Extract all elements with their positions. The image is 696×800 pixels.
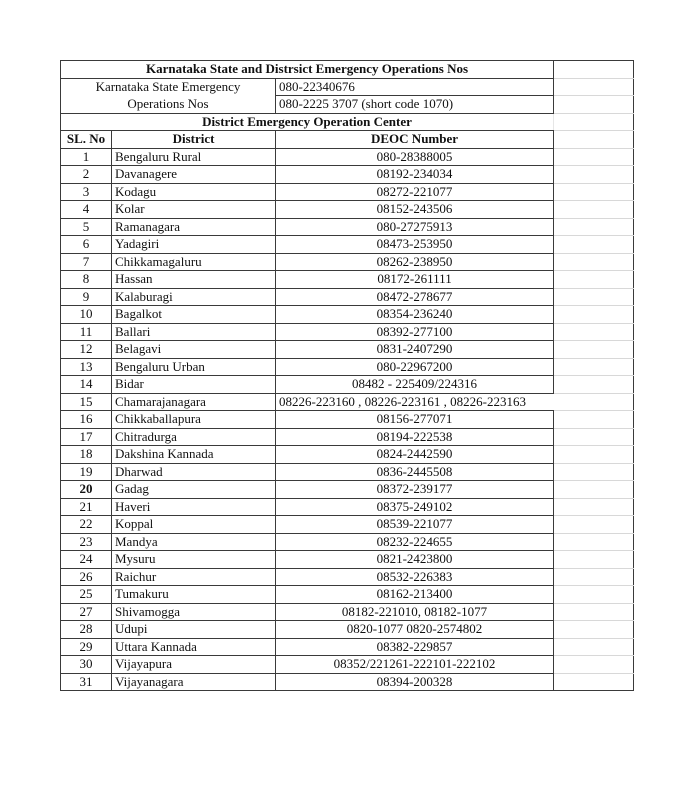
table-row: [61, 533, 634, 551]
empty-cell: [554, 498, 634, 516]
sl-no-cell: 14: [61, 376, 112, 394]
deoc-number-cell: 08372-239177: [276, 481, 554, 499]
deoc-number-cell: 08182-221010, 08182-1077: [276, 603, 554, 621]
sl-no-cell: 10: [61, 306, 112, 324]
district-cell: Chitradurga: [112, 428, 276, 446]
state-number-1: 080-22340676: [276, 78, 554, 96]
table-row: [61, 411, 634, 429]
empty-cell: [554, 306, 634, 324]
deoc-number-cell: 08472-278677: [276, 288, 554, 306]
deoc-number-cell: 08162-213400: [276, 586, 554, 604]
table-row: [61, 603, 634, 621]
district-cell: Bidar: [112, 376, 276, 394]
table-row: [61, 218, 634, 236]
deoc-number-cell: 080-27275913: [276, 218, 554, 236]
sl-no-cell: 27: [61, 603, 112, 621]
table-row: [61, 516, 634, 534]
empty-cell: [554, 533, 634, 551]
sl-no-cell: 17: [61, 428, 112, 446]
empty-cell: [554, 323, 634, 341]
district-cell: Dharwad: [112, 463, 276, 481]
sl-no-cell: 18: [61, 446, 112, 464]
sl-no-cell: 24: [61, 551, 112, 569]
deoc-number-cell: 08473-253950: [276, 236, 554, 254]
district-cell: Udupi: [112, 621, 276, 639]
table-row: [61, 551, 634, 569]
district-cell: Dakshina Kannada: [112, 446, 276, 464]
deoc-number-cell: 08192-234034: [276, 166, 554, 184]
sl-no-cell: 11: [61, 323, 112, 341]
state-label-line2: Operations Nos: [61, 96, 276, 114]
sl-no-cell: 5: [61, 218, 112, 236]
empty-cell: [554, 61, 634, 79]
district-cell: Mandya: [112, 533, 276, 551]
district-cell: Chikkaballapura: [112, 411, 276, 429]
empty-cell: [554, 271, 634, 289]
table-row: [61, 638, 634, 656]
empty-cell: [554, 183, 634, 201]
deoc-number-cell: 08482 - 225409/224316: [276, 376, 554, 394]
empty-cell: [554, 148, 634, 166]
sl-no-cell: 29: [61, 638, 112, 656]
sl-no-cell: 8: [61, 271, 112, 289]
sl-no-cell: 16: [61, 411, 112, 429]
district-cell: Vijayanagara: [112, 673, 276, 691]
table-row: [61, 306, 634, 324]
empty-cell: [554, 131, 634, 149]
district-cell: Kolar: [112, 201, 276, 219]
sl-no-cell: 15: [61, 393, 112, 411]
deoc-number-cell: 08172-261111: [276, 271, 554, 289]
empty-cell: [554, 446, 634, 464]
empty-cell: [554, 253, 634, 271]
deoc-number-cell: 08382-229857: [276, 638, 554, 656]
deoc-number-cell: 08539-221077: [276, 516, 554, 534]
deoc-number-cell: 080-22967200: [276, 358, 554, 376]
table-row: [61, 481, 634, 499]
sl-no-cell: 3: [61, 183, 112, 201]
sl-no-cell: 25: [61, 586, 112, 604]
district-cell: Vijayapura: [112, 656, 276, 674]
sl-no-cell: 28: [61, 621, 112, 639]
deoc-number-cell: 08152-243506: [276, 201, 554, 219]
deoc-number-cell: 08375-249102: [276, 498, 554, 516]
deoc-number-cell: 08156-277071: [276, 411, 554, 429]
sl-no-cell: 31: [61, 673, 112, 691]
empty-cell: [554, 516, 634, 534]
empty-cell: [554, 96, 634, 114]
district-cell: Gadag: [112, 481, 276, 499]
empty-cell: [554, 603, 634, 621]
empty-cell: [554, 393, 634, 411]
district-cell: Shivamogga: [112, 603, 276, 621]
table-row: [61, 358, 634, 376]
deoc-number-cell: 0831-2407290: [276, 341, 554, 359]
empty-cell: [554, 236, 634, 254]
sl-no-cell: 6: [61, 236, 112, 254]
district-cell: Raichur: [112, 568, 276, 586]
header-deoc-number: DEOC Number: [276, 131, 554, 149]
sl-no-cell: 21: [61, 498, 112, 516]
district-cell: Bengaluru Rural: [112, 148, 276, 166]
table-row: [61, 376, 634, 394]
table-row: [61, 428, 634, 446]
sl-no-cell: 2: [61, 166, 112, 184]
district-cell: Koppal: [112, 516, 276, 534]
deoc-number-cell: 080-28388005: [276, 148, 554, 166]
sl-no-cell: 22: [61, 516, 112, 534]
empty-cell: [554, 463, 634, 481]
table-row: [61, 621, 634, 639]
table-row: [61, 323, 634, 341]
table-row: [61, 166, 634, 184]
sl-no-cell: 20: [61, 481, 112, 499]
deoc-number-cell: 0836-2445508: [276, 463, 554, 481]
table-row: [61, 446, 634, 464]
table-row: [61, 201, 634, 219]
empty-cell: [554, 78, 634, 96]
table-row: [61, 253, 634, 271]
section-title-row: [61, 113, 634, 131]
section-title: District Emergency Operation Center: [61, 113, 554, 131]
deoc-number-cell: 0821-2423800: [276, 551, 554, 569]
district-cell: Kodagu: [112, 183, 276, 201]
state-label-line1: Karnataka State Emergency: [61, 78, 276, 96]
sl-no-cell: 23: [61, 533, 112, 551]
title-row: [61, 61, 634, 79]
table-row: [61, 341, 634, 359]
deoc-number-cell: 08352/221261-222101-222102: [276, 656, 554, 674]
district-cell: Davanagere: [112, 166, 276, 184]
deoc-number-cell: 0820-1077 0820-2574802: [276, 621, 554, 639]
deoc-number-cell: 08262-238950: [276, 253, 554, 271]
empty-cell: [554, 673, 634, 691]
district-cell: Hassan: [112, 271, 276, 289]
empty-cell: [554, 218, 634, 236]
table-row: [61, 236, 634, 254]
district-cell: Uttara Kannada: [112, 638, 276, 656]
sl-no-cell: 4: [61, 201, 112, 219]
empty-cell: [554, 166, 634, 184]
header-row: [61, 131, 634, 149]
district-cell: Belagavi: [112, 341, 276, 359]
district-cell: Bagalkot: [112, 306, 276, 324]
state-number-2: 080-2225 3707 (short code 1070): [276, 96, 554, 114]
district-cell: Chamarajanagara: [112, 393, 276, 411]
state-row-2: [61, 96, 634, 114]
sl-no-cell: 30: [61, 656, 112, 674]
empty-cell: [554, 586, 634, 604]
deoc-number-cell: 08226-223160 , 08226-223161 , 08226-223163: [276, 393, 554, 411]
empty-cell: [554, 656, 634, 674]
sl-no-cell: 26: [61, 568, 112, 586]
sl-no-cell: 7: [61, 253, 112, 271]
empty-cell: [554, 113, 634, 131]
deoc-number-cell: 0824-2442590: [276, 446, 554, 464]
empty-cell: [554, 288, 634, 306]
empty-cell: [554, 201, 634, 219]
sl-no-cell: 1: [61, 148, 112, 166]
empty-cell: [554, 568, 634, 586]
deoc-number-cell: 08232-224655: [276, 533, 554, 551]
empty-cell: [554, 411, 634, 429]
table-row: [61, 463, 634, 481]
table-row: [61, 271, 634, 289]
empty-cell: [554, 621, 634, 639]
state-row-1: [61, 78, 634, 96]
district-cell: Bengaluru Urban: [112, 358, 276, 376]
deoc-number-cell: 08354-236240: [276, 306, 554, 324]
sl-no-cell: 19: [61, 463, 112, 481]
empty-cell: [554, 376, 634, 394]
empty-cell: [554, 551, 634, 569]
table-row: [61, 148, 634, 166]
district-cell: Kalaburagi: [112, 288, 276, 306]
header-sl-no: SL. No: [61, 131, 112, 149]
table-row: [61, 568, 634, 586]
deoc-number-cell: 08272-221077: [276, 183, 554, 201]
table-row: [61, 586, 634, 604]
sl-no-cell: 13: [61, 358, 112, 376]
deoc-number-cell: 08532-226383: [276, 568, 554, 586]
sl-no-cell: 12: [61, 341, 112, 359]
district-cell: Ramanagara: [112, 218, 276, 236]
district-cell: Chikkamagaluru: [112, 253, 276, 271]
table-row: [61, 393, 634, 411]
table-row: [61, 656, 634, 674]
deoc-number-cell: 08392-277100: [276, 323, 554, 341]
empty-cell: [554, 358, 634, 376]
table-title: Karnataka State and Distrsict Emergency Operations Nos: [61, 61, 554, 79]
table-row: [61, 288, 634, 306]
deoc-number-cell: 08394-200328: [276, 673, 554, 691]
district-cell: Haveri: [112, 498, 276, 516]
table-row: [61, 498, 634, 516]
empty-cell: [554, 638, 634, 656]
emergency-numbers-table: [60, 60, 634, 691]
district-cell: Ballari: [112, 323, 276, 341]
district-cell: Tumakuru: [112, 586, 276, 604]
header-district: District: [112, 131, 276, 149]
sl-no-cell: 9: [61, 288, 112, 306]
empty-cell: [554, 481, 634, 499]
table-row: [61, 673, 634, 691]
table-row: [61, 183, 634, 201]
empty-cell: [554, 428, 634, 446]
district-cell: Mysuru: [112, 551, 276, 569]
deoc-number-cell: 08194-222538: [276, 428, 554, 446]
district-cell: Yadagiri: [112, 236, 276, 254]
empty-cell: [554, 341, 634, 359]
